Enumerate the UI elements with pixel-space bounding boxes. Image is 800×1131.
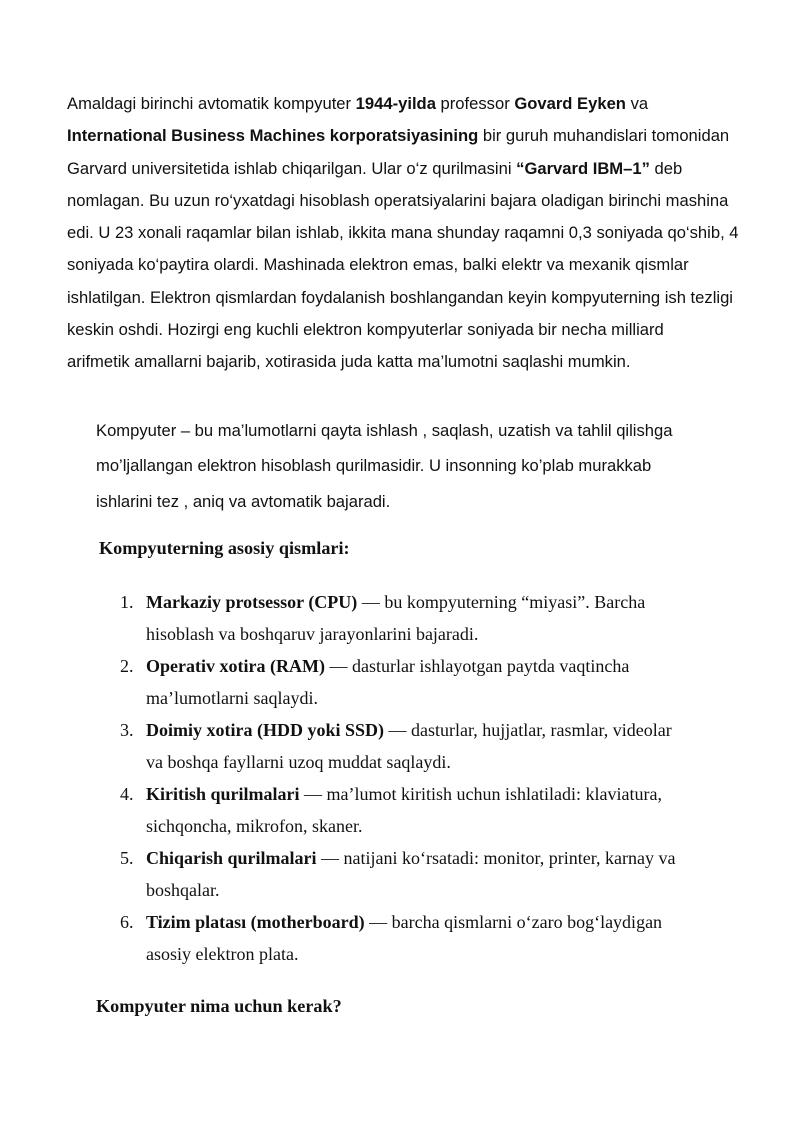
list-item	[120, 650, 760, 714]
part-term: Chiqarish qurilmalari	[146, 848, 317, 868]
definition-line: Kompyuter – bu ma’lumotlarni qayta ishlash , saqlash, uzatish va tahlil qilishga	[96, 421, 673, 440]
why-heading: Kompyuter nima uchun kerak?	[96, 996, 342, 1016]
list-line: hisoblash va boshqaruv jarayonlarini bajaradi.	[146, 624, 479, 644]
intro-line: International Business Machines korporatsiyasining bir guruh muhandislari tomonidan	[67, 126, 730, 146]
intro-line: ishlatilgan. Elektron qismlardan foydalanish boshlangandan keyin kompyuterning ish tezligi	[67, 287, 733, 307]
intro-paragraph	[67, 88, 767, 379]
part-term: Markaziy protsessor (CPU)	[146, 592, 358, 612]
parts-list	[120, 586, 760, 970]
list-line: asosiy elektron plata.	[146, 944, 299, 964]
parts-heading: Kompyuterning asosiy qismlari:	[99, 538, 350, 558]
list-line: Tizim platası (motherboard) — barcha qismlarni o‘zaro bog‘laydigan	[146, 912, 663, 932]
definition-line: ishlarini tez , aniq va avtomatik bajaradi.	[96, 491, 391, 511]
part-term: Doimiy xotira (HDD yoki SSD)	[146, 720, 384, 740]
intro-line: keskin oshdi. Hozirgi eng kuchli elektron kompyuterlar soniyada bir necha milliard	[67, 320, 664, 340]
part-term: Tizim platası (motherboard)	[146, 912, 365, 932]
list-number: 3.	[120, 720, 134, 740]
intro-line: arifmetik amallarni bajarib, xotirasida juda katta ma’lumotni saqlashi mumkin.	[67, 352, 631, 372]
part-term: Kiritish qurilmalari	[146, 784, 300, 804]
list-number: 6.	[120, 912, 134, 932]
list-line: Kiritish qurilmalari — ma’lumot kiritish uchun ishlatiladi: klaviatura,	[146, 784, 662, 804]
list-line: Chiqarish qurilmalari — natijani ko‘rsatadi: monitor, printer, karnay va	[146, 848, 676, 868]
list-line: sichqoncha, mikrofon, skaner.	[146, 816, 363, 836]
list-line: Markaziy protsessor (CPU) — bu kompyuterning “miyasi”. Barcha	[146, 592, 646, 612]
list-item	[120, 714, 760, 778]
intro-line: edi. U 23 xonali raqamlar bilan ishlab, ikkita mana shunday raqamni 0,3 soniyada qo‘shib, 4	[67, 223, 739, 243]
list-number: 1.	[120, 592, 134, 612]
intro-line: Amaldagi birinchi avtomatik kompyuter 1944-yilda professor Govard Eyken va	[67, 94, 649, 113]
list-item	[120, 906, 760, 970]
list-number: 4.	[120, 784, 134, 804]
list-number: 5.	[120, 848, 134, 868]
intro-line: soniyada ko‘paytira olardi. Mashinada elektron emas, balki elektr va mexanik qismlar	[67, 255, 689, 275]
list-item	[120, 586, 760, 650]
definition-line: mo’ljallangan elektron hisoblash qurilmasidir. U insonning ko’plab murakkab	[96, 456, 652, 476]
intro-line: nomlagan. Bu uzun ro‘yxatdagi hisoblash operatsiyalarini bajara oladigan birinchi mashina	[67, 190, 729, 210]
list-item	[120, 778, 760, 842]
list-item	[120, 842, 760, 906]
list-number: 2.	[120, 656, 134, 676]
list-line: Operativ xotira (RAM) — dasturlar ishlayotgan paytda vaqtincha	[146, 656, 630, 676]
part-term: Operativ xotira (RAM)	[146, 656, 325, 676]
list-line: Doimiy xotira (HDD yoki SSD) — dasturlar, hujjatlar, rasmlar, videolar	[146, 720, 672, 740]
intro-line: Garvard universitetida ishlab chiqarilgan. Ular o‘z qurilmasini “Garvard IBM–1” deb	[67, 158, 683, 178]
list-line: va boshqa fayllarni uzoq muddat saqlaydi.	[146, 752, 451, 772]
definition-paragraph	[96, 413, 756, 519]
list-line: boshqalar.	[146, 880, 220, 900]
list-line: ma’lumotlarni saqlaydi.	[146, 688, 318, 708]
